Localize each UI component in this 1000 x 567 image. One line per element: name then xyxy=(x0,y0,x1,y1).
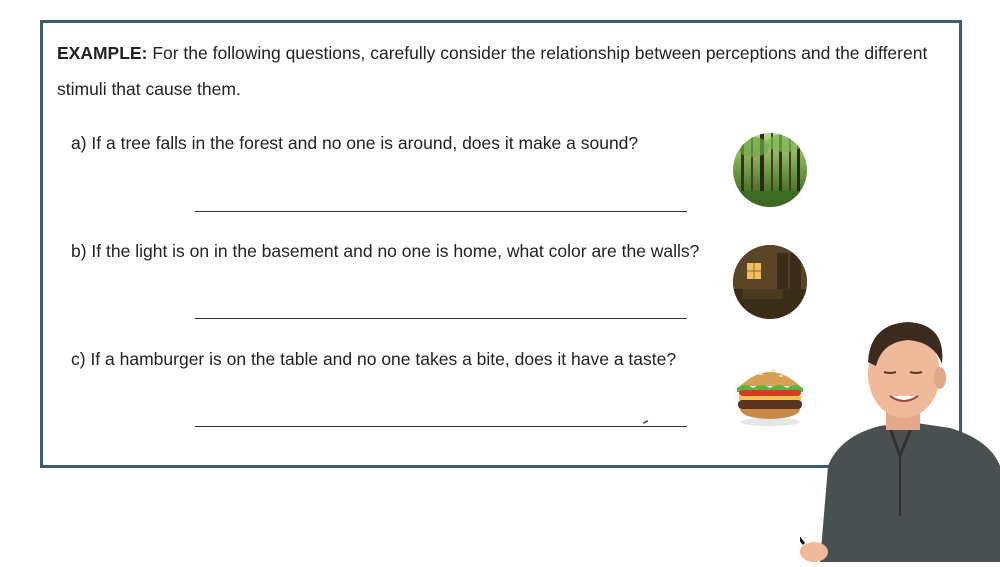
example-intro-text: For the following questions, carefully consider the relationship between perceptions and the different stimuli that cause them. xyxy=(57,43,928,99)
example-intro xyxy=(57,35,947,107)
question-c: c) If a hamburger is on the table and no one takes a bite, does it have a taste? xyxy=(71,349,677,369)
pen-mark xyxy=(643,420,649,424)
presenter-video xyxy=(800,316,1000,562)
question-b: b) If the light is on in the basement and no one is home, what color are the walls? xyxy=(71,241,700,261)
answer-line-b[interactable] xyxy=(195,318,687,319)
example-lead: EXAMPLE: xyxy=(57,43,148,63)
hamburger-image xyxy=(733,356,807,430)
room-image xyxy=(733,245,807,319)
answer-line-a[interactable] xyxy=(195,211,687,212)
question-a: a) If a tree falls in the forest and no one is around, does it make a sound? xyxy=(71,133,639,153)
forest-image xyxy=(733,133,807,207)
answer-line-c[interactable] xyxy=(195,426,687,427)
